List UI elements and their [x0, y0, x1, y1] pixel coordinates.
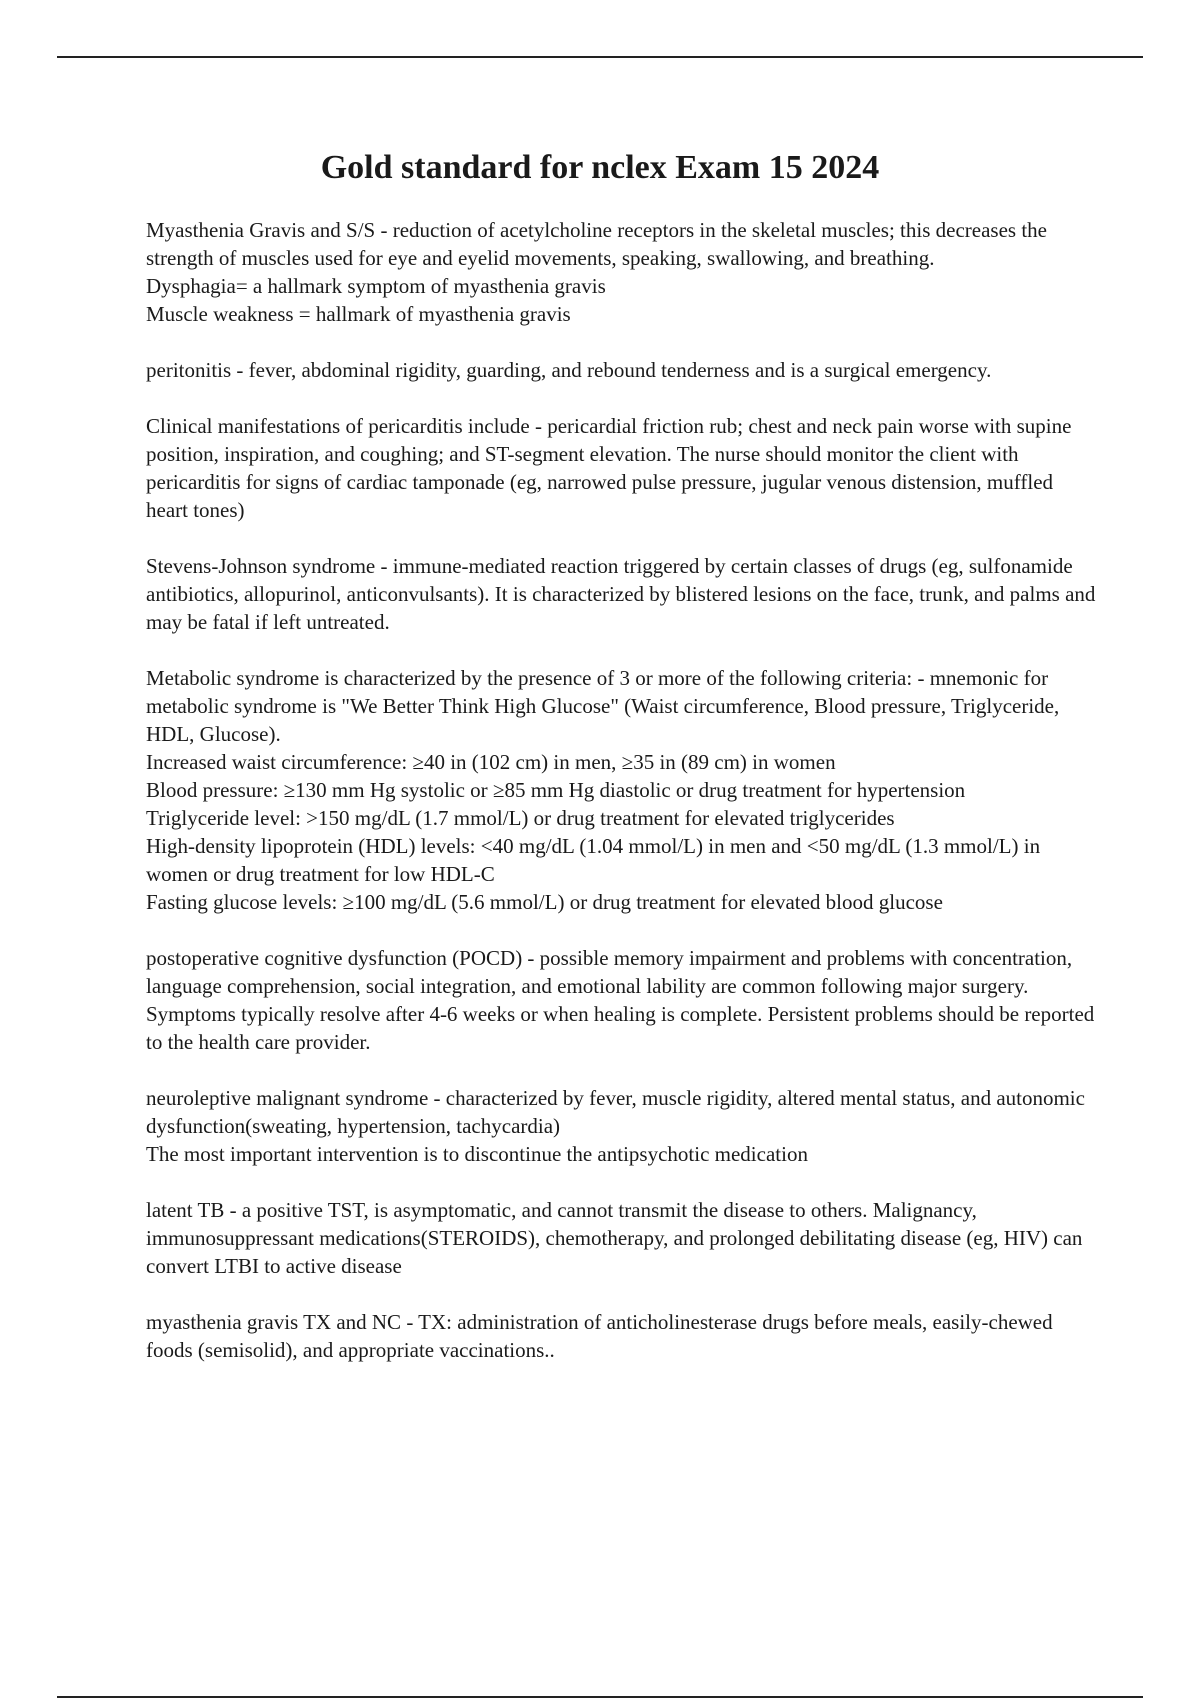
- section-metabolic-syndrome: [146, 664, 1098, 916]
- paragraph-line: Muscle weakness = hallmark of myasthenia gravis: [146, 302, 571, 326]
- section-myasthenia-gravis-tx: [146, 1308, 1098, 1364]
- section-pericarditis: [146, 412, 1098, 524]
- paragraph-line: Increased waist circumference: ≥40 in (102 cm) in men, ≥35 in (89 cm) in women: [146, 750, 836, 774]
- document-body: [146, 216, 1101, 1392]
- section-peritonitis: [146, 356, 1098, 384]
- section-pocd: [146, 944, 1098, 1056]
- section-latent-tb: [146, 1196, 1098, 1280]
- bottom-rule: [57, 1696, 1143, 1698]
- section-neuroleptic-malignant: [146, 1084, 1098, 1168]
- top-rule: [57, 56, 1143, 58]
- paragraph-line: Triglyceride level: >150 mg/dL (1.7 mmol/L) or drug treatment for elevated triglycerides: [146, 806, 895, 830]
- paragraph-line: postoperative cognitive dysfunction (POCD) - possible memory impairment and problems with concentration, language comprehension, social integration, and emotional lability are common following major surgery. Symptoms typically resolve after 4-6 weeks or when healing is complete. Persistent problems should be reported to the health care provider.: [146, 946, 1100, 1054]
- section-myasthenia-gravis-ss: [146, 216, 1098, 328]
- paragraph-line: Myasthenia Gravis and S/S - reduction of acetylcholine receptors in the skeletal muscles; this decreases the strength of muscles used for eye and eyelid movements, speaking, swallowing, and breathing.: [146, 218, 1053, 270]
- paragraph-line: Metabolic syndrome is characterized by the presence of 3 or more of the following criteria: - mnemonic for metabolic syndrome is "We Better Think High Glucose" (Waist circumference, Blood pressure, Triglyceride, HDL, Glucose).: [146, 666, 1065, 746]
- paragraph-line: High-density lipoprotein (HDL) levels: <40 mg/dL (1.04 mmol/L) in men and <50 mg/dL (1.3 mmol/L) in women or drug treatment for low HDL-C: [146, 834, 1046, 886]
- paragraph-line: neuroleptive malignant syndrome - characterized by fever, muscle rigidity, altered mental status, and autonomic dysfunction(sweating, hypertension, tachycardia): [146, 1086, 1091, 1138]
- paragraph-line: peritonitis - fever, abdominal rigidity, guarding, and rebound tenderness and is a surgical emergency.: [146, 358, 992, 382]
- paragraph-line: Dysphagia= a hallmark symptom of myasthenia gravis: [146, 274, 606, 298]
- paragraph-line: Fasting glucose levels: ≥100 mg/dL (5.6 mmol/L) or drug treatment for elevated blood glucose: [146, 890, 943, 914]
- paragraph-line: latent TB - a positive TST, is asymptomatic, and cannot transmit the disease to others. Malignancy, immunosuppressant medications(STEROIDS), chemotherapy, and prolonged debilitating disease (eg, HIV) can convert LTBI to active disease: [146, 1198, 1088, 1278]
- paragraph-line: Blood pressure: ≥130 mm Hg systolic or ≥85 mm Hg diastolic or drug treatment for hypertension: [146, 778, 966, 802]
- section-stevens-johnson: [146, 552, 1101, 636]
- paragraph-line: myasthenia gravis TX and NC - TX: administration of anticholinesterase drugs before meals, easily-chewed foods (semisolid), and appropriate vaccinations..: [146, 1310, 1058, 1362]
- paragraph-line: The most important intervention is to discontinue the antipsychotic medication: [146, 1142, 808, 1166]
- paragraph-line: Clinical manifestations of pericarditis include - pericardial friction rub; chest and neck pain worse with supine position, inspiration, and coughing; and ST-segment elevation. The nurse should monitor the client with pericarditis for signs of cardiac tamponade (eg, narrowed pulse pressure, jugular venous distension, muffled heart tones): [146, 414, 1077, 522]
- page-title: Gold standard for nclex Exam 15 2024: [320, 149, 880, 186]
- paragraph-line: Stevens-Johnson syndrome - immune-mediated reaction triggered by certain classes of drugs (eg, sulfonamide antibiotics, allopurinol, anticonvulsants). It is characterized by blistered lesions on the face, trunk, and palms and may be fatal if left untreated.: [146, 554, 1101, 634]
